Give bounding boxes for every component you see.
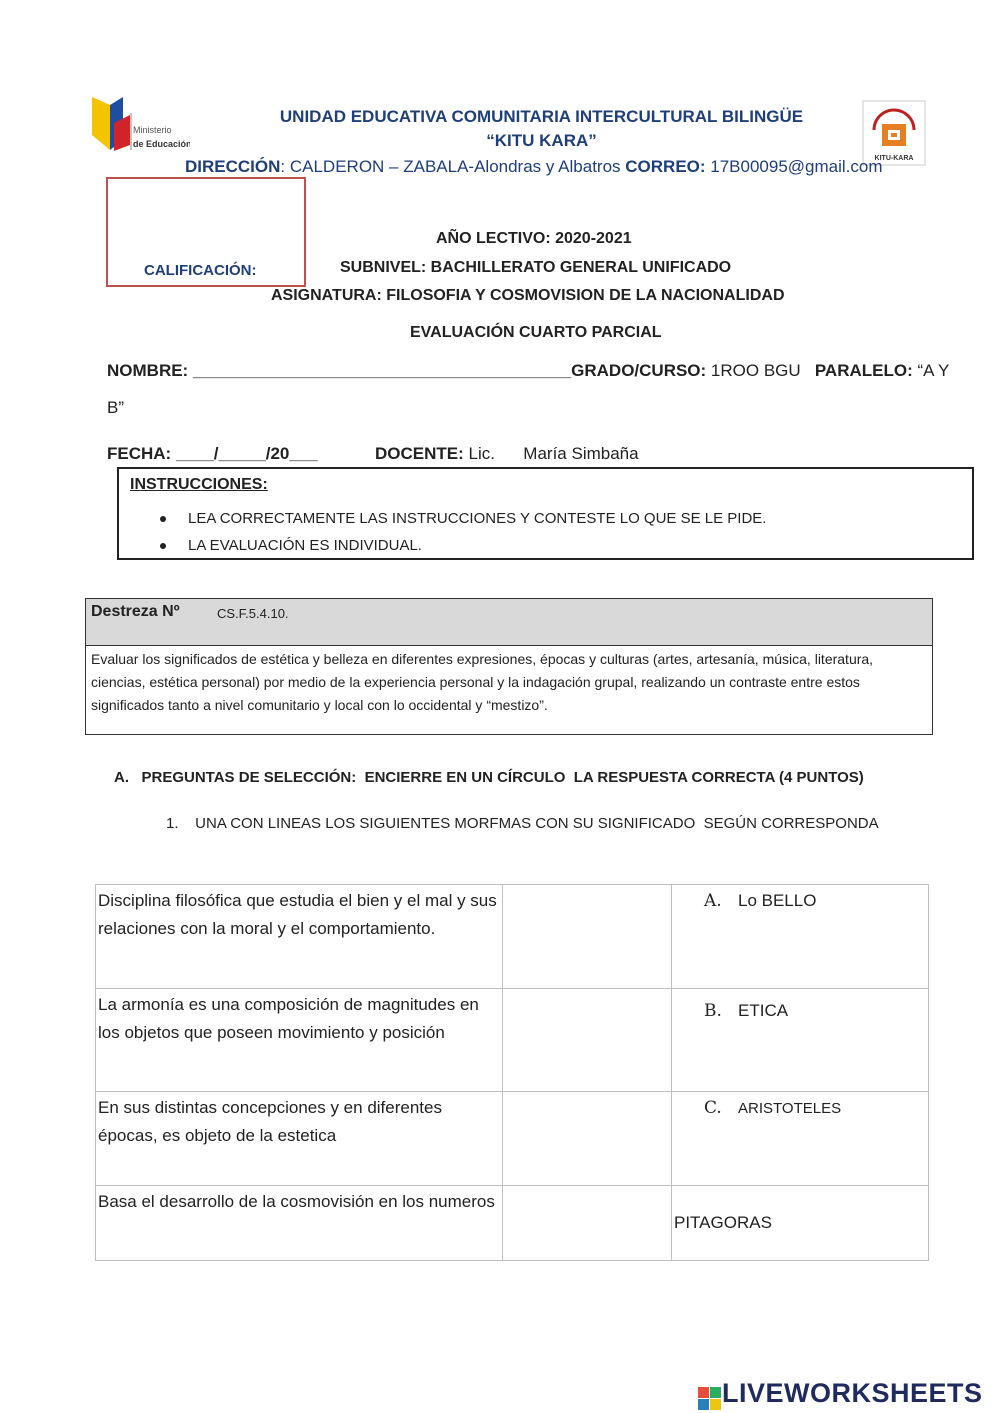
option-cell[interactable] bbox=[672, 885, 929, 989]
direccion-value: : CALDERON – ZABALA-Alondras y Albatros bbox=[280, 157, 626, 176]
direccion-label: DIRECCIÓN bbox=[185, 157, 281, 176]
liveworksheets-logo bbox=[698, 1378, 983, 1413]
option-text: PITAGORAS bbox=[674, 1213, 772, 1232]
school-subname: “KITU KARA” bbox=[486, 131, 597, 150]
teacher-row bbox=[375, 444, 639, 464]
matching-table bbox=[95, 884, 929, 1261]
paralelo-value: “A Y bbox=[912, 361, 950, 380]
correo-value: 17B00095@gmail.com bbox=[705, 157, 883, 176]
name-blank[interactable]: ________________________________________ bbox=[188, 361, 572, 380]
school-address bbox=[185, 157, 883, 177]
date-blank[interactable]: ____/_____/20___ bbox=[171, 444, 318, 463]
answer-line-cell[interactable] bbox=[503, 1092, 672, 1186]
bullet-icon bbox=[160, 543, 166, 549]
option-cell[interactable] bbox=[672, 1092, 929, 1186]
option-letter: C. bbox=[704, 1098, 722, 1118]
question-1: 1. UNA CON LINEAS LOS SIGUIENTES MORFMAS CON SU SIGNIFICADO SEGÚN CORRESPONDA bbox=[166, 815, 879, 832]
option-letter: A. bbox=[704, 891, 722, 911]
table-row bbox=[96, 1092, 929, 1186]
statement-cell: En sus distintas concepciones y en diferentes épocas, es objeto de la estetica bbox=[96, 1092, 503, 1186]
skill-code: CS.F.5.4.10. bbox=[217, 606, 289, 621]
answer-line-cell[interactable] bbox=[503, 989, 672, 1092]
answer-line-cell[interactable] bbox=[503, 885, 672, 989]
school-year: AÑO LECTIVO: 2020-2021 bbox=[436, 230, 632, 247]
teacher-label: DOCENTE: bbox=[375, 444, 464, 463]
instruction-text: LA EVALUACIÓN ES INDIVIDUAL. bbox=[188, 537, 422, 554]
section-a-heading: A. PREGUNTAS DE SELECCIÓN: ENCIERRE EN UN CÍRCULO LA RESPUESTA CORRECTA (4 PUNTOS) bbox=[114, 769, 864, 786]
option-letter: B. bbox=[704, 1001, 722, 1021]
instruction-item bbox=[160, 510, 766, 527]
answer-line-cell[interactable] bbox=[503, 1186, 672, 1261]
instruction-text: LEA CORRECTAMENTE LAS INSTRUCCIONES Y CONTESTE LO QUE SE LE PIDE. bbox=[188, 510, 767, 527]
statement-cell: La armonía es una composición de magnitudes en los objetos que poseen movimiento y posición bbox=[96, 989, 503, 1092]
evaluation-title: EVALUACIÓN CUARTO PARCIAL bbox=[410, 324, 662, 341]
correo-label: CORREO: bbox=[625, 157, 706, 176]
paralelo-label: PARALELO: bbox=[814, 361, 913, 380]
school-name: UNIDAD EDUCATIVA COMUNITARIA INTERCULTURAL BILINGÜE bbox=[279, 107, 804, 126]
option-text: ARISTOTELES bbox=[738, 1100, 842, 1117]
option-cell[interactable] bbox=[672, 989, 929, 1092]
sublevel: SUBNIVEL: BACHILLERATO GENERAL UNIFICADO bbox=[340, 259, 732, 276]
liveworksheets-badge-icon bbox=[698, 1383, 722, 1413]
skill-title: Destreza Nº bbox=[91, 603, 180, 620]
instructions-title: INSTRUCCIONES: bbox=[130, 476, 268, 493]
skill-description: Evaluar los significados de estética y belleza en diferentes expresiones, épocas y culturas (artes, artesanía, música, literatura, ciencias, estética personal) por medio de la experiencia personal y la indagación grupal, realizando un contraste entre estos significados tanto a nivel comunitario y local con lo occidental y “mestizo”. bbox=[91, 651, 874, 713]
statement-cell: Basa el desarrollo de la cosmovisión en los numeros bbox=[96, 1186, 503, 1261]
date-field-row bbox=[107, 444, 318, 464]
option-text: Lo BELLO bbox=[738, 891, 817, 910]
liveworksheets-text: LIVEWORKSHEETS bbox=[722, 1378, 983, 1408]
paralelo-continued: B” bbox=[107, 398, 124, 417]
table-row bbox=[96, 885, 929, 989]
grade-course-value: 1ROO BGU bbox=[706, 361, 801, 380]
date-label: FECHA: bbox=[107, 444, 172, 463]
table-row bbox=[96, 1186, 929, 1261]
instruction-item bbox=[160, 537, 422, 554]
option-cell[interactable] bbox=[672, 1186, 929, 1261]
teacher-value: Lic. María Simbaña bbox=[463, 444, 639, 463]
skill-header bbox=[86, 599, 932, 646]
grade-course-label: GRADO/CURSO: bbox=[571, 361, 707, 380]
grade-label: CALIFICACIÓN: bbox=[144, 262, 257, 279]
school-logo-text: KITU-KARA bbox=[874, 155, 914, 162]
ministry-logo-line2: de Educación bbox=[133, 139, 190, 149]
ministry-logo-line1: Ministerio bbox=[133, 125, 172, 135]
table-row bbox=[96, 989, 929, 1092]
bullet-icon bbox=[160, 516, 166, 522]
name-label: NOMBRE: bbox=[107, 361, 189, 380]
option-text: ETICA bbox=[738, 1001, 789, 1020]
statement-cell: Disciplina filosófica que estudia el bien y el mal y sus relaciones con la moral y el comportamiento. bbox=[96, 885, 503, 989]
name-field-row bbox=[107, 361, 949, 381]
subject: ASIGNATURA: FILOSOFIA Y COSMOVISION DE LA NACIONALIDAD bbox=[271, 287, 785, 304]
